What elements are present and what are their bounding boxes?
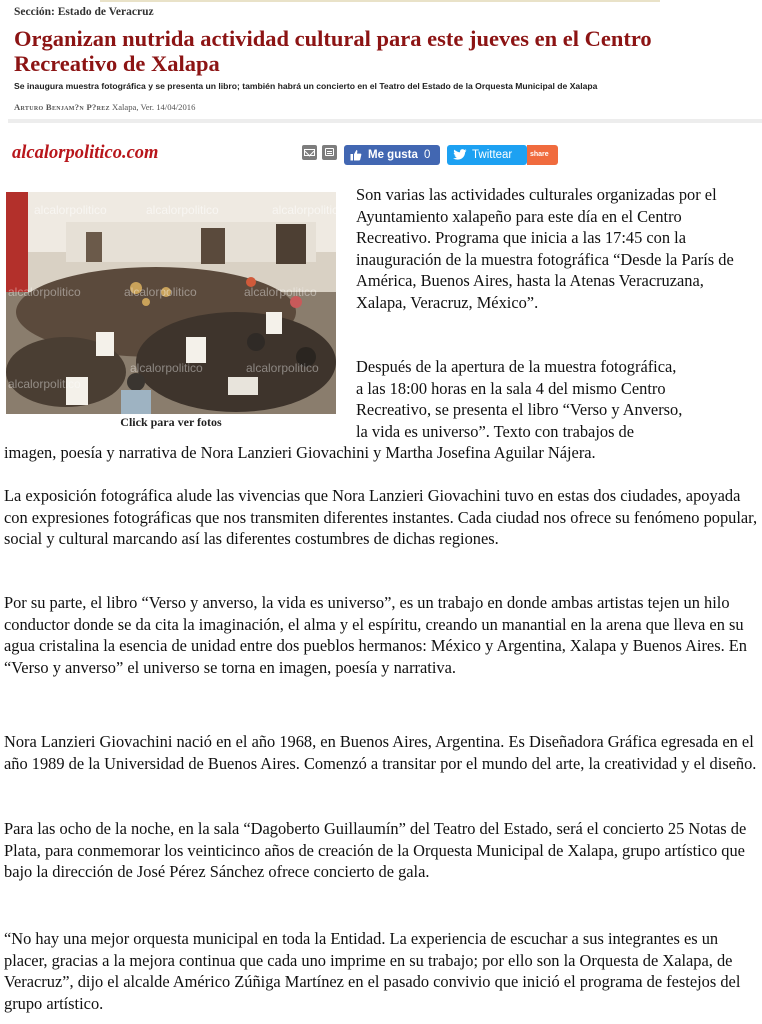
- byline: [14, 102, 195, 112]
- paragraph-2-line: Después de la apertura de la muestra fotográfica,: [356, 357, 677, 376]
- photo-watermark: alcalorpolitico: [8, 377, 81, 391]
- paragraph-2-line: la vida es universo”. Texto con trabajos de: [356, 421, 635, 441]
- envelope-icon[interactable]: [302, 145, 317, 160]
- photo-person-shirt: [121, 390, 151, 414]
- photo-music-stand: [96, 332, 114, 356]
- print-icon[interactable]: [322, 145, 337, 160]
- paragraph-2-tail: imagen, poesía y narrativa de Nora Lanzieri Giovachini y Martha Josefina Aguilar Nájera.: [4, 443, 596, 462]
- share-button[interactable]: [527, 145, 558, 165]
- photo-person: [127, 373, 145, 391]
- twitter-bird-icon: [453, 149, 467, 161]
- photo-watermark: alcalorpolitico: [244, 285, 317, 299]
- photo-sheet: [228, 377, 258, 395]
- photo-caption-link[interactable]: Click para ver fotos: [120, 415, 222, 429]
- photo-door: [201, 228, 225, 264]
- facebook-like-button[interactable]: [344, 145, 440, 165]
- thumbs-up-icon: [350, 149, 362, 161]
- photo-watermark: alcalorpolitico: [8, 285, 81, 299]
- photo-instrument: [142, 298, 150, 306]
- photo-watermark: alcalorpolitico: [124, 285, 197, 299]
- paragraph-2-line: Recreativo, se presenta el libro “Verso y Anverso,: [356, 400, 683, 420]
- article-headline: Organizan nutrida actividad cultural para este jueves en el Centro Recreativo de Xalapa: [14, 26, 652, 76]
- article-photo[interactable]: [6, 192, 345, 414]
- paragraph-2-line: a las 18:00 horas en la sala 4 del mismo Centro: [356, 378, 666, 398]
- paragraph-1: Son varias las actividades culturales organizadas por el Ayuntamiento xalapeño para este día en el Centro Recreativo. Programa que inicia a las 17:45 con la inauguración de la muestra fotográfica “Desde la París de América, Buenos Aires, hasta la Atenas Veracruzana, Xalapa, Veracruz, México”.: [356, 185, 734, 312]
- photo-window: [276, 224, 306, 264]
- paragraph-5: Nora Lanzieri Giovachini nació en el año 1968, en Buenos Aires, Argentina. Es Diseñadora Gráfica egresada en el año 1989 de la Universidad de Buenos Aires. Comenzó a transitar por el mundo del arte, la creatividad y el diseño.: [4, 732, 757, 773]
- orchestra-photo: [6, 192, 345, 414]
- paragraph-7: “No hay una mejor orquesta municipal en toda la Entidad. La experiencia de escuchar a sus integrantes es un placer, gracias a la mejora continua que cada uno imprime en su trabajo; por ello son la Orquesta de Xalapa, de Veracruz”, dijo el alcalde Américo Zúñiga Martínez en el pasado convivio que inició el programa de festejos del grupo artístico.: [4, 929, 741, 1013]
- paragraph-3: La exposición fotográfica alude las vivencias que Nora Lanzieri Giovachini tuvo en estas dos ciudades, apoyada con expresiones fotográficas que nos transmiten diferentes instantes. Cada ciudad nos ofrece su fenómeno popular, social y cultural marcando así las diferentes costumbres de dichas regiones.: [4, 486, 758, 549]
- paragraph-4: Por su parte, el libro “Verso y anverso, la vida es universo”, es un trabajo en donde ambas artistas tejen un hilo conductor donde se da cita la imaginación, el alma y el espíritu, creando un manantial en la arena que lleva en su agua cristalina la esencia de unidad entre dos pueblos hermanos: México y Argentina, Xalapa y Buenos Aires. En “Verso y anverso” el universo se torna en imagen, poesía y narrativa.: [4, 593, 747, 677]
- section-label: Sección: Estado de Veracruz: [14, 6, 154, 18]
- like-count: 0: [424, 149, 431, 161]
- header-divider: [8, 119, 762, 123]
- like-label: Me gusta: [368, 149, 418, 161]
- paragraph-6: Para las ocho de la noche, en la sala “Dagoberto Guillaumín” del Teatro del Estado, será el concierto 25 Notas de Plata, para conmemorar los veinticinco años de creación de la Orquesta Municipal de Xalapa, grupo artístico que bajo la dirección de José Pérez Sánchez ofrece concierto de gala.: [4, 819, 747, 882]
- photo-watermark: alcalorpolitico: [246, 361, 319, 375]
- tweet-button[interactable]: [447, 145, 527, 165]
- photo-watermark: alcalorpolitico: [272, 203, 345, 217]
- share-label: share: [530, 151, 549, 158]
- photo-watermark: alcalorpolitico: [146, 203, 219, 217]
- author-name: Arturo Benjam?n P?rez: [14, 102, 110, 112]
- photo-music-stand: [186, 337, 206, 363]
- photo-watermark: alcalorpolitico: [130, 361, 203, 375]
- paragraph-2-head: [356, 356, 758, 442]
- site-logo[interactable]: alcalorpolitico.com: [12, 143, 159, 163]
- dateline: Xalapa, Ver. 14/04/2016: [109, 102, 196, 112]
- photo-person: [247, 333, 265, 351]
- photo-music-stand: [266, 312, 282, 334]
- top-decorative-line: [100, 0, 660, 2]
- tweet-label: Twittear: [472, 149, 513, 161]
- photo-arch: [86, 232, 102, 262]
- photo-watermark: alcalorpolitico: [34, 203, 107, 217]
- article-subtitle: Se inaugura muestra fotográfica y se presenta un libro; también habrá un concierto en el Teatro del Estado de la Orquesta Municipal de Xalapa: [14, 81, 598, 91]
